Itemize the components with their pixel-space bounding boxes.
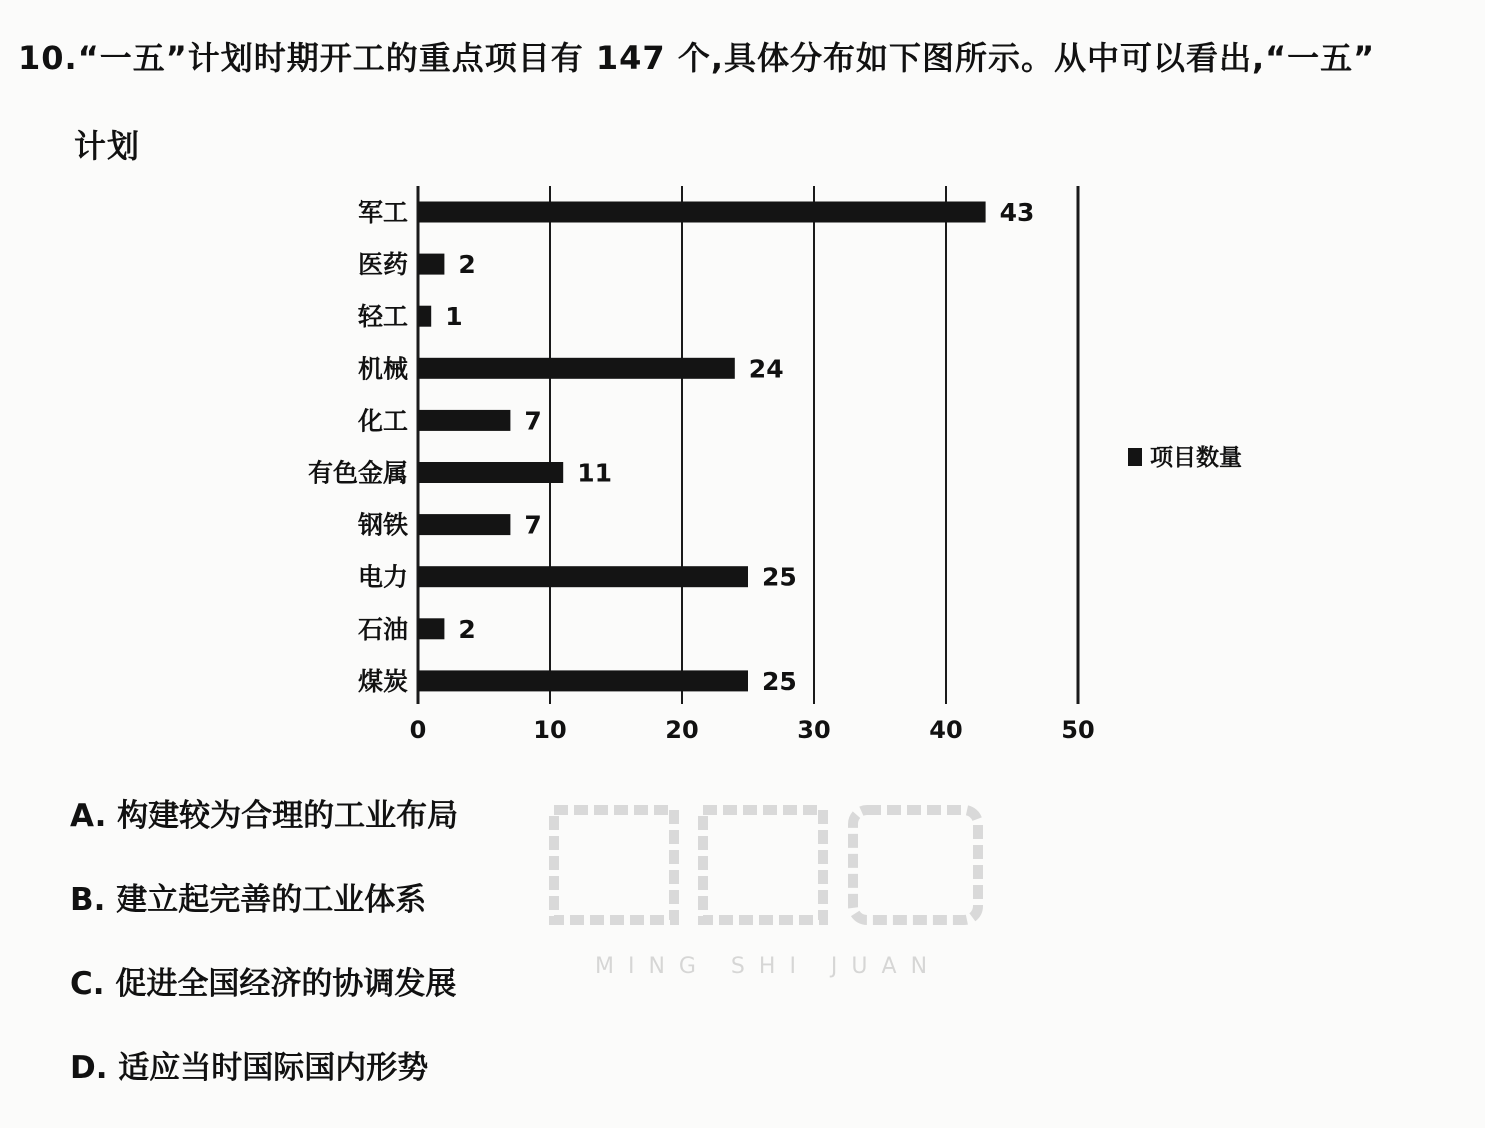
x-tick-label-30: 30: [797, 716, 831, 744]
value-label-6: 7: [524, 510, 542, 540]
category-label-3: 机械: [357, 354, 408, 384]
category-label-6: 钢铁: [357, 510, 408, 540]
watermark-mark: [548, 800, 988, 954]
x-tick-label-40: 40: [929, 716, 963, 744]
category-label-0: 军工: [357, 198, 408, 227]
bar-9: [418, 670, 748, 691]
category-label-8: 石油: [357, 614, 408, 644]
bar-6: [418, 514, 510, 535]
question-line-2: 计划: [74, 127, 141, 165]
bar-7: [418, 566, 748, 587]
category-label-2: 轻工: [357, 302, 408, 332]
option-a[interactable]: A. 构建较为合理的工业布局: [70, 798, 459, 834]
value-label-5: 11: [577, 458, 612, 488]
bar-5: [418, 462, 563, 483]
legend-swatch: [1128, 448, 1142, 466]
value-label-9: 25: [762, 666, 797, 696]
bar-8: [418, 618, 444, 639]
bar-1: [418, 254, 444, 275]
watermark-logo: [548, 800, 988, 980]
category-label-1: 医药: [357, 250, 408, 280]
bar-2: [418, 306, 431, 327]
bar-0: [418, 202, 986, 223]
x-tick-label-10: 10: [533, 716, 567, 744]
x-tick-label-50: 50: [1061, 716, 1095, 744]
category-label-7: 电力: [357, 562, 408, 592]
bar-3: [418, 358, 735, 379]
value-label-3: 24: [748, 354, 784, 384]
value-label-0: 43: [999, 198, 1035, 227]
value-label-4: 7: [524, 406, 542, 436]
legend-label: 项目数量: [1150, 445, 1242, 471]
value-label-2: 1: [445, 302, 463, 332]
question-line-1: 10.“一五”计划时期开工的重点项目有 147 个,具体分布如下图所示。从中可以看出,“一五”: [18, 39, 1376, 77]
x-tick-label-0: 0: [409, 716, 427, 744]
category-label-9: 煤炭: [357, 666, 408, 696]
option-c[interactable]: C. 促进全国经济的协调发展: [70, 966, 457, 1002]
value-label-1: 2: [458, 250, 476, 280]
value-label-7: 25: [762, 562, 797, 592]
option-b[interactable]: B. 建立起完善的工业体系: [70, 882, 427, 918]
x-tick-label-20: 20: [665, 716, 699, 744]
value-label-8: 2: [458, 614, 476, 644]
watermark-text: MING SHI JUAN: [594, 954, 942, 979]
option-d[interactable]: D. 适应当时国际国内形势: [70, 1050, 429, 1086]
bar-4: [418, 410, 510, 431]
category-label-4: 化工: [357, 406, 408, 436]
category-label-5: 有色金属: [307, 458, 408, 488]
